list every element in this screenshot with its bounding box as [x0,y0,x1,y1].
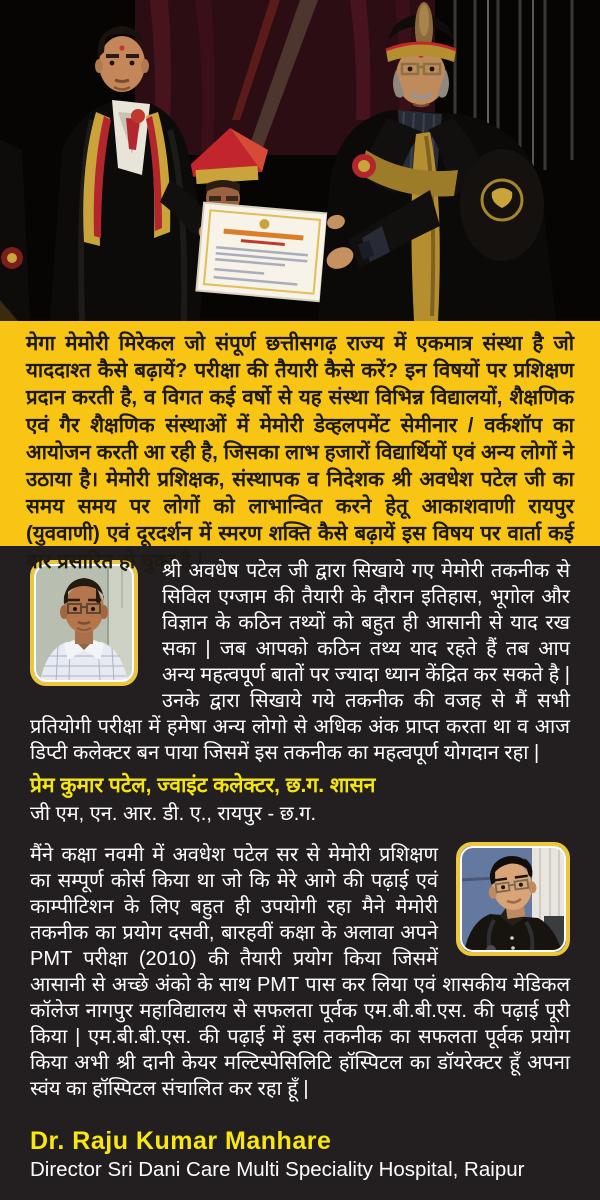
testimonial-2-designation: Director Sri Dani Care Multi Speciality Hospital, Raipur [30,1158,525,1181]
convocation-photo-graphic [0,0,600,321]
convocation-photo [0,0,600,321]
intro-section [0,321,600,573]
testimonial-1-quote: श्री अवधेष पटेल जी द्वारा सिखाये गए मेमोरी तकनीक से सिविल एग्जाम की तैयारी के दौरान इतिहास, भूगोल और विज्ञान के कठिन तथ्यों को बहुत ही आसानी से याद रख सका | जब आपको कठिन तथ्य याद रहते हैं तब आप अन्य महत्वपूर्ण बातों पर ज्यादा ध्यान केंद्रित कर सकते है | उनके द्वारा सिखाये गये तकनीक की वजह से मैं सभी प्रतियोगी परीक्षा में हमेषा अन्य लोगो से अधिक अंक प्राप्त करता था व आज डिप्टी कलेक्टर बन पाया जिसमें इस तकनीक का महत्वपूर्ण योगदान रहा | [30,560,570,764]
testimonials-section [0,546,600,1200]
testimonial-1-name: प्रेम कुमार पटेल, ज्वाइंट कलेक्टर, छ.ग. शासन [30,774,376,797]
testimonial-raju-kumar-manhare [30,842,570,1183]
certificate-graphic [196,203,327,301]
testimonial-2-quote: मैंने कक्षा नवमी में अवधेश पटेल सर से मेमोरी प्रशिक्षण का सम्पूर्ण कोर्स किया था जो कि मेरे आगे की पढ़ाई एवं काम्पीटिशन के लिए बहुत ही उपयोगी रहा मैने मेमोरी तकनीक का प्रयोग दसवी, बारहवीं कक्षा के अलावा अपने PMT परीक्षा (2010) की तैयारी प्रयोग किया जिसमें आसानी से अच्छे अंको के साथ PMT पास कर लिया एवं शासकीय मेडिकल कॉलेज नागपुर महाविद्यालय से सफलता पूर्वक एम.बी.बी.एस. की पढ़ाई पूरी किया | एम.बी.बी.एस. की पढ़ाई में इस तकनीक का सफलता पूर्वक प्रयोग किया अभी श्री दानी केयर मल्टिस्पेसिलिटि हॉस्पिटल का डॉयरेक्टर हूँ अपना स्वंय का हॉस्पिटल संचालित कर रहा हूँ | [30,844,570,1100]
intro-paragraph: मेगा मेमोरी मिरेकल जो संपूर्ण छत्तीसगढ़ राज्य में एकमात्र संस्था है जो याददाश्त कैसे बढ़ायें? परीक्षा की तैयारी कैसे करें? इन विषयों पर प्रशिक्षण प्रदान करती है, व विगत कई वर्षो से यह संस्था विभिन्न विद्यालयों, शैक्षणिक एवं गैर शैक्षणिक संस्थाओं में मेमोरी डेव्हलपमेंट सेमीनार / वर्कशॉप का आयोजन करती आ रही है, जिसका लाभ हजारों विद्यार्थियों एवं अन्य लोगों ने उठाया है। मेमोरी प्रशिक्षक, संस्थापक व निदेशक श्री अवधेश पटेल जी का समय समय पर लोगों को लाभान्वित करने हेतू आकाशवाणी रायपुर (युववाणी) एवं दूरदर्शन में स्मरण शक्ति कैसे बढ़ायें इस विषय पर वार्ता कई बार प्रसारित हो चुका है | [26,332,574,573]
testimonial-1-designation: जी एम, एन. आर. डी. ए., रायपुर - छ.ग. [30,803,317,825]
portrait-graphic [460,846,566,952]
prem-kumar-patel-photo [30,560,138,686]
testimonial-2-name: Dr. Raju Kumar Manhare [30,1127,332,1155]
portrait-graphic [34,564,134,682]
raju-kumar-manhare-photo [456,842,570,956]
testimonial-prem-kumar-patel [30,558,570,828]
